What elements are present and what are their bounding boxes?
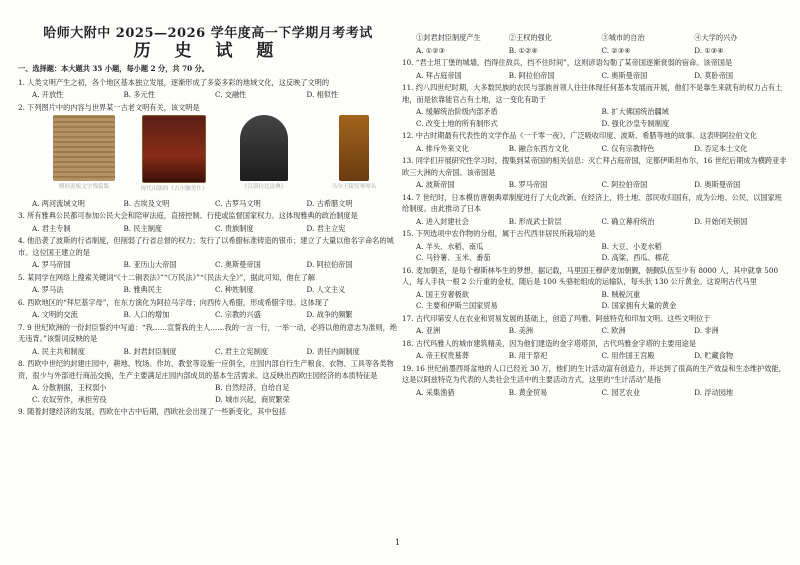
artifact-photo <box>142 115 206 183</box>
answer-option: D. 浮动园地 <box>694 387 734 397</box>
answer-options <box>416 143 787 155</box>
answer-option: ④大学的兴办 <box>694 33 738 42</box>
answer-option: D. 非洲 <box>694 326 719 335</box>
question-stem: 18. 古代玛雅人的城市建筑精美，因为他们建造的金字塔塔顶，古代玛雅金字塔的主要用途是 <box>402 338 697 348</box>
answer-options <box>32 89 398 101</box>
answer-option: A. 罗马帝国 <box>32 260 71 269</box>
answer-option: A. 两河流域文明 <box>32 198 85 208</box>
question-stem: 16. 麦加朝圣，是每个穆斯林毕生的梦想，据记载，马里国王穆萨麦加朝觐，朝觐队伍至少有 8000 人，其中就拿 500 人，每人手执一根 2 公斤重的金杖，随后是 100 头骆驼组成的运输队，每头驮 130 公斤黄金。这说明古代马里 <box>402 265 779 286</box>
answer-option: C. 阿拉伯帝国 <box>601 180 648 189</box>
answer-option: D. 莫卧帝国 <box>694 70 734 80</box>
question-stem: 3. 所有雅典公民都可参加公民大会和陪审法庭，直接控制、行使或监督国家权力。这体现雅典的政治制度是 <box>18 211 358 220</box>
answer-option: B. 人口的增加 <box>123 310 170 319</box>
answer-option: A. 罗马法 <box>32 285 64 294</box>
answer-option: B. ①②④ <box>508 45 538 55</box>
answer-option: B. 古埃及文明 <box>123 198 170 208</box>
answer-options <box>416 387 787 399</box>
answer-option: A. 分散割据，王权弱小 <box>32 383 107 392</box>
question-stem: 9. 随着封建经济的发展，西欧在中古中后期，西欧社会出现了一些新变化，其中包括 <box>18 407 286 416</box>
question-stem: 2. 下列图片中的内容与世界某一古老文明有关，该文明是 <box>18 102 200 112</box>
answer-options <box>32 309 398 321</box>
question-image <box>48 115 120 196</box>
answer-option: B. 美洲 <box>508 326 533 335</box>
answer-option: D. 否定本土文化 <box>694 143 748 153</box>
question-stem: 15. 下列选项中农作物的分组，属于古代西非居民所栽培的是 <box>402 229 596 238</box>
section-heading: 一、选择题：本大题共 35 小题，每小题 2 分，共 70 分。 <box>18 64 209 73</box>
question-stem: 8. 西欧中世纪的封建庄园中，耕地、牧场、作坊、教堂等设施一应俱全，庄园内部自行生产粮食、衣物、工具等各类物资，很少与外部进行商品交换，生产主要满足庄园内部成员的基本生活需求。这反映出西欧庄园经济的本质特征是 <box>18 359 394 380</box>
answer-options <box>32 223 398 235</box>
answer-option: C. 仅有宗教特色 <box>601 143 655 153</box>
image-caption: 楔形泥板文字残篇版 <box>58 184 110 190</box>
answer-options <box>416 179 787 191</box>
question-image <box>138 115 210 196</box>
answer-option: B. 多元性 <box>123 90 155 99</box>
answer-options <box>416 106 787 129</box>
answer-option: A. 羊头、水稻、南瓜 <box>416 241 484 251</box>
answer-option: D. 古希腊文明 <box>306 198 353 208</box>
answer-option: C. 园艺农业 <box>601 387 641 397</box>
exam-title: 哈师大附中 2025—2026 学年度高一下学期月考考试 <box>43 26 373 41</box>
answer-option: B. 罗马帝国 <box>508 180 548 189</box>
answer-option: B. 贼税沉重 <box>601 289 641 299</box>
answer-option: D. 强化沙皇专制制度 <box>601 118 670 128</box>
question-stem: 5. 某同学在网络上搜索关键词“《十二铜表法》”“《万民法》”“《民法大全》”，据此可知，他在了解 <box>18 272 316 282</box>
answer-option: C. 宗教的兴盛 <box>215 310 261 319</box>
answer-options <box>32 198 398 210</box>
answer-option: D. 贮藏食物 <box>694 351 734 360</box>
answer-option: A. 缓解统治阶级内部矛盾 <box>416 107 498 116</box>
answer-option: B. 用于祭祀 <box>508 351 548 360</box>
question-stem: 11. 约八四世纪时期，大多数民族的农民与部族首领人往往体现任何基本发展而开展，他们不是靠生来就有的权力占有土地，而是依靠能官占有土地，这一变化有助于 <box>402 83 783 104</box>
answer-option: B. 亚历山大帝国 <box>123 260 177 269</box>
answer-option: ②王权的强化 <box>508 33 552 42</box>
answer-option: D. 君主立宪 <box>306 223 346 233</box>
answer-option: C. 君主立宪制度 <box>215 346 268 356</box>
answer-option: C. 欧洲 <box>601 326 626 335</box>
answer-option: A. 波斯帝国 <box>416 180 455 189</box>
answer-options <box>416 32 787 44</box>
answer-options <box>416 241 787 264</box>
answer-option: A. 开放性 <box>32 90 64 99</box>
answer-option: ③城市的自治 <box>601 33 645 42</box>
answer-option: D. 责任内阁制度 <box>306 346 360 356</box>
answer-option: D. ①③④ <box>694 45 724 55</box>
artifact-photo <box>53 115 115 181</box>
answer-options <box>416 216 787 228</box>
answer-options <box>32 346 398 358</box>
question-stem: 13. 同学们开展研究性学习时，搜集到某帝国的相关信息：灭亡拜占庭帝国，定都伊斯坦布尔，16 世纪后期成为横跨亚非欧三大洲的大帝国。该帝国是 <box>402 156 787 177</box>
answer-option: D. 城市兴起，商贸繁荣 <box>215 394 290 404</box>
answer-option: A. 拜占庭帝国 <box>416 70 462 80</box>
answer-option: B. 民主制度 <box>123 223 163 233</box>
subject-title: 历 史 试 题 <box>133 40 283 61</box>
answer-option: B. 自然经济，自给自足 <box>215 383 290 392</box>
answer-option: D. 高粱、西瓜、棉花 <box>601 253 670 262</box>
answer-option: C. 交融性 <box>215 90 247 99</box>
answer-option: C. 古罗马文明 <box>215 198 261 208</box>
answer-option: A. 进入封建社会 <box>416 216 469 226</box>
question-stem: 7. 9 世纪欧洲的一份封臣誓约中写道：“我……宣誓我的主人……我的一言一行，一举一动，必将以他的意志为准则，绝无违背。”该誓词反映的是 <box>18 322 398 343</box>
answer-option: A. 民主共和制度 <box>32 346 85 356</box>
answer-option: A. 君主专制 <box>32 223 71 233</box>
left-column <box>18 28 398 419</box>
image-caption: 乌尔王陵竖琴琴头 <box>331 184 377 190</box>
question-stem: 10. “君士坦丁堡的城墙，挡得住敌兵，挡不住时间”，这则谚语勾勒了某帝国逐渐衰弱的宿命。该帝国是 <box>402 58 733 67</box>
answer-option: ①封君封臣制度产生 <box>416 33 481 42</box>
answer-option: B. 阿拉伯帝国 <box>508 70 555 80</box>
answer-option: C. 奥斯曼帝国 <box>215 260 261 269</box>
question-stem: 1. 人类文明产生之初，各个地区基本独立发展，逐渐形成了多姿多彩的地域文化，这反映了文明的 <box>18 77 330 87</box>
answer-option: A. 采集渔猎 <box>416 387 455 397</box>
answer-option: A. 帝王权贵墓葬 <box>416 351 469 360</box>
answer-option: C. 种姓制度 <box>215 285 254 294</box>
answer-option: D. 阿拉伯帝国 <box>306 260 353 269</box>
answer-option: D. 奥斯曼帝国 <box>694 180 741 189</box>
answer-option: C. 主要和伊斯兰国家贸易 <box>416 301 498 310</box>
answer-option: C. ②③④ <box>601 45 631 55</box>
answer-options <box>416 70 787 82</box>
answer-option: C. 马铃薯、玉米、番茄 <box>416 253 491 262</box>
question-image-row <box>48 115 390 196</box>
question-stem: 4. 他沿袭了波斯的行省制度，但削弱了行省总督的权力；发行了以希腊标准铸造的银币；建立了大量以他名字命名的城市。这位国王建立的是 <box>18 236 394 257</box>
answer-option: C. 贵族制度 <box>215 223 254 233</box>
answer-option: D. 开始闭关锁国 <box>694 216 748 226</box>
question-image <box>228 115 300 196</box>
right-question-list <box>402 32 787 398</box>
answer-options <box>32 259 398 271</box>
answer-options <box>32 382 398 405</box>
answer-options <box>416 45 787 57</box>
answer-option: A. ①②③ <box>416 45 446 55</box>
left-question-list <box>18 77 398 418</box>
question-image <box>318 115 390 196</box>
page-number: 1 <box>395 538 401 547</box>
artifact-photo <box>240 115 288 181</box>
answer-options <box>416 350 787 362</box>
answer-option: C. 农奴劳作，承担劳役 <box>32 394 107 404</box>
answer-options <box>416 289 787 312</box>
answer-option: B. 封君封臣制度 <box>123 346 177 356</box>
answer-option: C. 改变土地的所有制形式 <box>416 118 498 128</box>
answer-option: B. 雅典民主 <box>123 285 163 294</box>
answer-option: B. 扩大佛国统治疆域 <box>601 107 669 116</box>
answer-option: A. 国王穷奢极欲 <box>416 289 469 299</box>
answer-options <box>416 325 787 337</box>
image-caption: 《汉谟拉比法典》 <box>241 184 287 190</box>
answer-option: D. 战争的频繁 <box>306 310 353 319</box>
question-stem: 19. 16 世纪前墨西哥盆地的人口已经近 30 万，他们的生计活动富有创造力，并达到了很高的生产效益和生态维护效能，这是以阿兹特克为代表的人类社会生活中的主要活动方式，这里的“生计活动”是指 <box>402 363 786 384</box>
answer-option: B. 大豆、小麦水稻 <box>601 241 662 251</box>
answer-option: D. 国家拥有大量的黄金 <box>601 301 677 310</box>
answer-option: A. 文明的交流 <box>32 310 78 319</box>
answer-option: D. 相似性 <box>306 90 339 99</box>
question-stem: 17. 古代印第安人在农业和贸易发展的基础上，创造了玛雅、阿兹特克和印加文明。这些文明位于 <box>402 313 711 323</box>
artifact-photo <box>339 115 369 181</box>
answer-option: B. 融合东西方文化 <box>508 143 569 153</box>
question-stem: 6. 西欧地区的“拜尼基字母”，在东方演化为阿拉马字母；向西传入希腊，形成希腊字母。这体现了 <box>18 297 330 307</box>
answer-option: C. 用作国王宫殿 <box>601 351 655 360</box>
answer-options <box>32 284 398 296</box>
question-stem: 12. 中古时期最有代表性的文学作品《一千零一夜》，广泛吸收印度、波斯、希腊等地的故事。这表明阿拉伯文化 <box>402 131 758 140</box>
right-column <box>402 32 787 399</box>
answer-option: A. 亚洲 <box>416 326 441 335</box>
answer-option: B. 黄金贸易 <box>508 387 548 397</box>
image-caption: 现代出版的《吉尔伽美什》 <box>140 186 208 192</box>
answer-option: C. 确立幕府统治 <box>601 216 655 226</box>
answer-option: B. 形成武士阶层 <box>508 216 562 226</box>
answer-option: D. 人文主义 <box>306 285 346 294</box>
answer-option: A. 排斥外来文化 <box>416 143 469 153</box>
answer-option: C. 奥斯曼帝国 <box>601 70 648 80</box>
question-stem: 14. 7 世纪时，日本模仿唐朝典章制度进行了大化改新。在经济上，将土地、部民收归国有，成为公地、公民，以国家班给制度。由此推动了日本 <box>402 192 782 213</box>
